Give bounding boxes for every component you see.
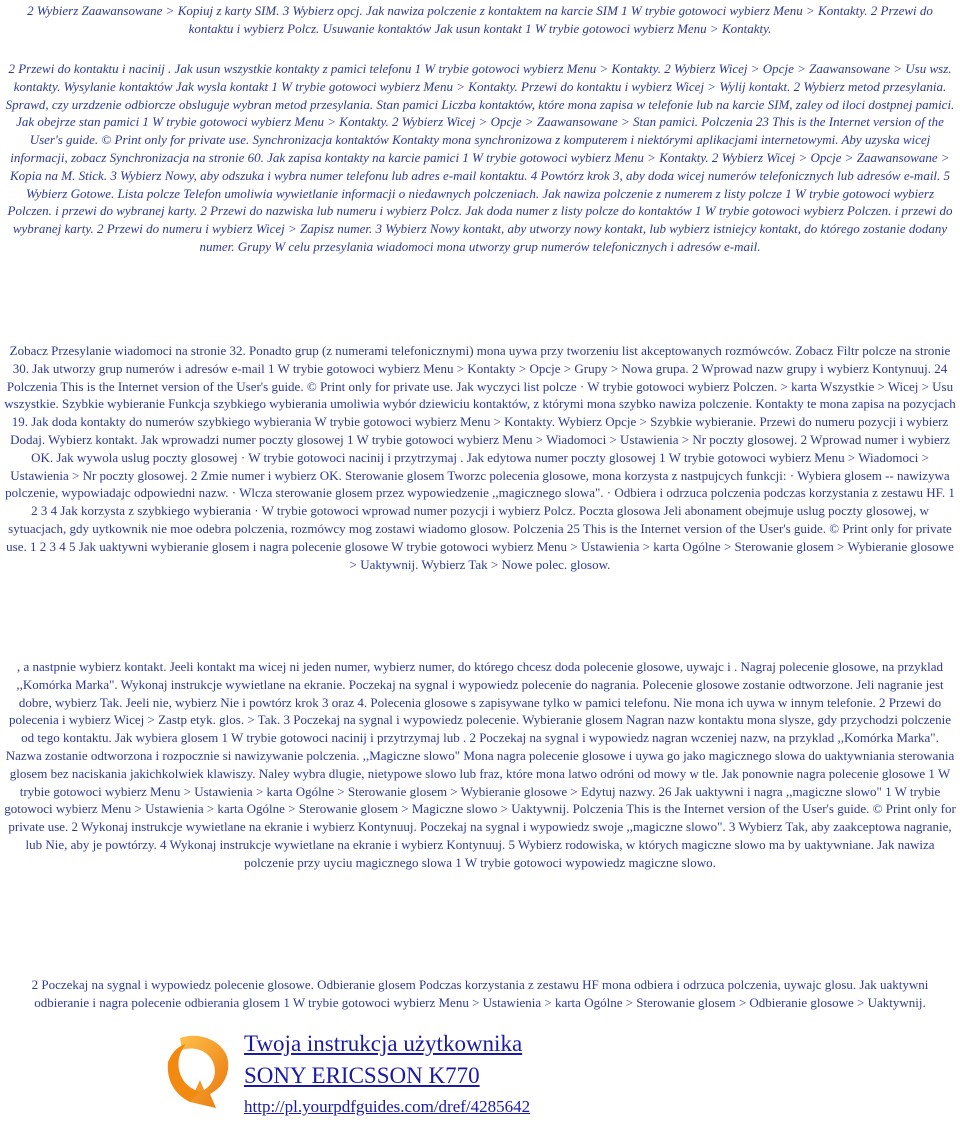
orange-arrow-logo-icon [160, 1032, 234, 1114]
paragraph-5 [4, 976, 956, 1012]
paragraph-1 [4, 2, 956, 38]
guide-url-link[interactable]: http://pl.yourpdfguides.com/dref/4285642 [244, 1097, 531, 1116]
paragraph-5-text: 2 Poczekaj na sygnal i wypowiedz polecenie glosowe. Odbieranie glosem Podczas korzystania z zestawu HF mona odbiera i odrzuca polczenia, uywajc glosu. Jak uaktywni odbieranie i nagra polecenie odbierania glosem 1 W trybie gotowoci wybierz Menu > Ustawienia > karta Ogólne > Sterowanie glosem > Odbieranie glosowe > Uaktywnij. [31, 977, 929, 1010]
footer-text-block [244, 1030, 530, 1118]
model-name-link[interactable]: SONY ERICSSON K770 [244, 1063, 480, 1088]
paragraph-1-italic-text: 2 Wybierz Zaawansowane > Kopiuj z karty SIM. 3 Wybierz opcj. Jak nawiza polczenie z kontaktem na karcie SIM 1 W trybie gotowoci wybierz Menu > Kontakty. 2 Przewi do kontaktu i wybierz Polcz. Usuwanie kontaktów Jak usun kontakt 1 W trybie gotowoci wybierz Menu > Kontakty. [27, 3, 933, 36]
paragraph-2 [4, 60, 956, 256]
paragraph-4 [4, 658, 956, 872]
paragraph-3 [4, 342, 956, 573]
paragraph-2-italic-text: 2 Przewi do kontaktu i nacinij . Jak usun wszystkie kontakty z pamici telefonu 1 W trybie gotowoci wybierz Menu > Kontakty. 2 Wybierz Wicej > Opcje > Zaawansowane > Usu wsz. kontakty. Wysylanie kontaktów Jak wysla kontakt 1 W trybie gotowoci wybierz Menu > Kontakty. Przewi do kontaktu i wybierz Wicej > Wylij kontakt. 2 Wybierz metod przesylania. Sprawd, czy urzdzenie odbiorcze obsluguje wybran metod przesylania. Stan pamici Liczba kontaktów, które mona zapisa w telefonie lub na karcie SIM, zaley od iloci dostpnej pamici. Jak obejrze stan pamici 1 W trybie gotowoci wybierz Menu > Kontakty. 2 Wybierz Wicej > Opcje > Zaawansowane > Stan pamici. Polczenia 23 This is the Internet version of the User's guide. © Print only for private use. Synchronizacja kontaktów Kontakty mona synchronizowa z komputerem i niektórymi aplikacjami internetowymi. Aby uzyska wicej informacji, zobacz Synchronizacja na stronie 60. Jak zapisa kontakty na karcie pamici 1 W trybie gotowoci wybierz Menu > Kontakty. 2 Wybierz Wicej > Opcje > Zaawansowane > Kopia na M. Stick. 3 Wybierz Nowy, aby odszuka i wybra numer telefonu lub adres e-mail kontaktu. 4 Powtórz krok 3, aby doda wicej numerów telefonicznych lub adresów e-mail. 5 Wybierz Gotowe. Lista polcze Telefon umoliwia wywietlanie informacji o niedawnych polczeniach. Jak nawiza polczenie z numerem z listy polcze 1 W trybie gotowoci wybierz Polczen. i przewi do wybranej karty. 2 Przewi do nazwiska lub numeru i wybierz Polcz. Jak doda numer z listy polcze do kontaktów 1 W trybie gotowoci wybierz Polczen. i przewi do wybranej karty. 2 Przewi do numeru i wybierz Wicej > Zapisz numer. 3 Wybierz Nowy kontakt, aby utworzy nowy kontakt, lub wybierz istniejcy kontakt, do którego zostanie dodany numer. Grupy W celu przesylania wiadomoci mona utworzy grup numerów telefonicznych i adresów e-mail. [5, 61, 955, 254]
guide-footer [0, 1030, 960, 1130]
manual-title-link[interactable]: Twoja instrukcja użytkownika [244, 1031, 523, 1056]
paragraph-4-text: , a nastpnie wybierz kontakt. Jeeli kontakt ma wicej ni jeden numer, wybierz numer, do którego chcesz doda polecenie glosowe, uywajc i . Nagraj polecenie glosowe, na przyklad ,,Komórka Marka". Wykonaj instrukcje wywietlane na ekranie. Poczekaj na sygnal i wypowiedz polecenie do nagrania. Polecenie glosowe zostanie odtworzone. Jeli nagranie jest dobre, wybierz Tak. Jeeli nie, wybierz Nie i powtórz krok 3 oraz 4. Polecenia glosowe s zapisywane tylko w pamici telefonu. Nie mona ich uywa w innym telefonie. 2 Przewi do polecenia i wybierz Wicej > Zastp etyk. glos. > Tak. 3 Poczekaj na sygnal i wypowiedz polecenie. Wybieranie glosem Nagran nazw kontaktu mona slysze, gdy przychodzi polczenie od tego kontaktu. Jak wybiera glosem 1 W trybie gotowoci nacinij i przytrzymaj lub . 2 Poczekaj na sygnal i wypowiedz nagran wczeniej nazw, na przyklad ,,Komórka Marka". Nazwa zostanie odtworzona i rozpocznie si nawizywanie polczenia. ,,Magiczne slowo" Mona nagra polecenie glosowe i uywa go jako magicznego slowa do uaktywniania sterowania glosem bez naciskania jakichkolwiek klawiszy. Naley wybra dlugie, nietypowe slowo lub fraz, które mona latwo odróni od mowy w tle. Jak ponownie nagra polecenie glosowe 1 W trybie gotowoci wybierz Menu > Ustawienia > karta Ogólne > Sterowanie glosem > Wybieranie glosowe > Edytuj nazwy. 26 Jak uaktywni i nagra ,,magiczne slowo" 1 W trybie gotowoci wybierz Menu > Ustawienia > karta Ogólne > Sterowanie glosem > Magiczne slowo > Uaktywnij. Polczenia This is the Internet version of the User's guide. © Print only for private use. 2 Wykonaj instrukcje wywietlane na ekranie i wybierz Kontynuuj. Poczekaj na sygnal i wypowiedz swoje ,,magiczne slowo". 3 Wybierz Tak, aby zaakceptowa nagranie, lub Nie, aby je powtórzy. 4 Wykonaj instrukcje wywietlane na ekranie i wybierz Kontynuuj. 5 Wybierz rodowiska, w których magiczne slowo ma by uaktywniane. Jak nawiza polczenie przy uyciu magicznego slowa 1 W trybie gotowoci wypowiedz magiczne slowo. [4, 659, 956, 870]
paragraph-3-text: Zobacz Przesylanie wiadomoci na stronie 32. Ponadto grup (z numerami telefonicznymi) mona uywa przy tworzeniu list akceptowanych rozmówców. Zobacz Filtr polcze na stronie 30. Jak utworzy grup numerów i adresów e-mail 1 W trybie gotowoci wybierz Menu > Kontakty > Opcje > Grupy > Nowa grupa. 2 Wprowad nazw grupy i wybierz Kontynuuj. 24 Polczenia This is the Internet version of the User's guide. © Print only for private use. Jak wyczyci list polcze · W trybie gotowoci wybierz Polczen. > karta Wszystkie > Wicej > Usu wszystkie. Szybkie wybieranie Funkcja szybkiego wybierania umoliwia wybór dziewiciu kontaktów, z którymi mona szybko nawiza polczenie. Kontakty te mona zapisa na pozycjach 19. Jak doda kontakty do numerów szybkiego wybierania W trybie gotowoci wybierz Menu > Kontakty. Wybierz Opcje > Szybkie wybieranie. Przewi do numeru pozycji i wybierz Dodaj. Wybierz kontakt. Jak wprowadzi numer poczty glosowej 1 W trybie gotowoci wybierz Menu > Wiadomoci > Ustawienia > Nr poczty glosowej. 2 Wprowad numer i wybierz OK. Jak wywola uslug poczty glosowej · W trybie gotowoci nacinij i przytrzymaj . Jak edytowa numer poczty glosowej 1 W trybie gotowoci wybierz Menu > Wiadomoci > Ustawienia > Nr poczty glosowej. 2 Zmie numer i wybierz OK. Sterowanie glosem Tworzc polecenia glosowe, mona korzysta z nastpujcych funkcji: · Wybiera glosem -- nawizywa polczenie, wypowiadajc odpowiedni nazw. · Wlcza sterowanie glosem przez wypowiedzenie ,,magicznego slowa". · Odbiera i odrzuca polczenia podczas korzystania z zestawu HF. 1 2 3 4 Jak korzysta z szybkiego wybierania · W trybie gotowoci wprowad numer pozycji i wybierz Polcz. Poczta glosowa Jeli abonament obejmuje uslug poczty glosowej, w sytuacjach, gdy uytkownik nie moe odebra polczenia, rozmówcy mog zostawi wiadomo glosow. Polczenia 25 This is the Internet version of the User's guide. © Print only for private use. 1 2 3 4 5 Jak uaktywni wybieranie glosem i nagra polecenie glosowe W trybie gotowoci wybierz Menu > Ustawienia > karta Ogólne > Sterowanie glosem > Wybieranie glosowe > Uaktywnij. Wybierz Tak > Nowe polec. glosow. [4, 343, 956, 572]
